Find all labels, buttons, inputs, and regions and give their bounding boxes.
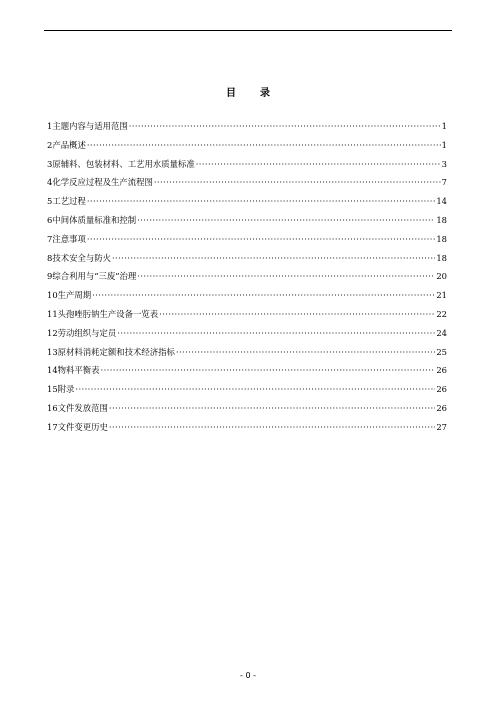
- toc-entry[interactable]: [47, 343, 447, 362]
- toc-entry[interactable]: [47, 267, 447, 286]
- toc-entry-label: 4化学反应过程及生产流程图: [47, 177, 153, 188]
- toc-leader-dots: [87, 192, 436, 211]
- toc-entry-label: 1主题内容与适用范围: [47, 121, 128, 131]
- toc-entry-label: 6中间体质量标准和控制: [47, 214, 137, 225]
- toc-leader-dots: [117, 324, 435, 343]
- toc-entry-page: 18: [436, 252, 447, 263]
- toc-leader-dots: [129, 117, 441, 136]
- toc-leader-dots: [159, 305, 435, 324]
- toc-list: [47, 117, 447, 437]
- toc-leader-dots: [137, 267, 435, 286]
- toc-entry[interactable]: [47, 286, 447, 305]
- toc-entry-label: 8技术安全与防火: [47, 252, 111, 263]
- toc-leader-dots: [196, 155, 441, 174]
- toc-entry-label: 12劳动组织与定员: [47, 327, 117, 338]
- toc-entry-page: 26: [436, 402, 447, 413]
- toc-entry[interactable]: [47, 324, 447, 343]
- toc-title-char-2: 录: [260, 88, 270, 99]
- toc-entry-page: 26: [436, 384, 447, 395]
- toc-entry-label: 2产品概述: [47, 139, 86, 150]
- toc-leader-dots: [154, 173, 441, 192]
- toc-entry[interactable]: [47, 192, 447, 211]
- toc-entry[interactable]: [47, 380, 447, 399]
- toc-entry[interactable]: [47, 418, 447, 437]
- page-number: - 0 -: [240, 671, 256, 680]
- toc-entry-label: 15附录: [47, 384, 75, 395]
- toc-entry-page: 18: [436, 233, 447, 244]
- toc-entry-label: 9综合利用与“三废”治理: [47, 271, 137, 282]
- toc-leader-dots: [109, 418, 435, 437]
- toc-entry-label: 10生产周期: [47, 290, 92, 301]
- toc-entry[interactable]: [47, 361, 447, 380]
- toc-entry-label: 3原辅料、包装材料、工艺用水质量标准: [47, 158, 195, 169]
- toc-entry[interactable]: [47, 230, 447, 249]
- toc-entry-label: 7注意事项: [47, 233, 86, 244]
- toc-entry-label: 17文件变更历史: [47, 421, 108, 432]
- toc-leader-dots: [137, 211, 435, 230]
- toc-entry-page: 3: [441, 158, 447, 169]
- toc-entry-label: 5工艺过程: [47, 196, 86, 207]
- toc-entry-page: 27: [436, 421, 447, 432]
- toc-entry[interactable]: [47, 249, 447, 268]
- toc-entry-page: 20: [436, 271, 447, 282]
- toc-entry-label: 13原材料消耗定额和技术经济指标: [47, 346, 175, 357]
- toc-entry[interactable]: [47, 399, 447, 418]
- toc-entry-label: 16文件发放范围: [47, 402, 108, 413]
- toc-title: [0, 84, 496, 99]
- toc-entry[interactable]: [47, 211, 447, 230]
- toc-entry-page: 18: [436, 214, 447, 225]
- toc-entry-page: 21: [436, 290, 447, 301]
- toc-entry[interactable]: [47, 173, 447, 192]
- toc-entry-page: 7: [441, 177, 447, 188]
- toc-entry-page: 24: [436, 327, 447, 338]
- toc-entry-page: 26: [436, 365, 447, 376]
- toc-entry-label: 11头孢唑肟钠生产设备一览表: [47, 308, 159, 319]
- toc-leader-dots: [112, 249, 435, 268]
- toc-leader-dots: [92, 286, 435, 305]
- toc-leader-dots: [75, 380, 435, 399]
- toc-entry-page: 25: [436, 346, 447, 357]
- toc-entry[interactable]: [47, 136, 447, 155]
- toc-entry[interactable]: [47, 155, 447, 174]
- header-rule: [44, 30, 452, 31]
- toc-leader-dots: [176, 343, 435, 362]
- toc-entry-label: 14物料平衡表: [47, 365, 100, 376]
- toc-entry-page: 1: [441, 139, 447, 150]
- toc-entry-page: 1: [441, 121, 447, 131]
- toc-leader-dots: [109, 399, 435, 418]
- toc-entry[interactable]: [47, 305, 447, 324]
- toc-leader-dots: [87, 230, 436, 249]
- toc-entry-page: 14: [436, 196, 447, 207]
- toc-entry-page: 22: [436, 308, 447, 319]
- toc-leader-dots: [101, 361, 436, 380]
- toc-entry[interactable]: [47, 117, 447, 136]
- toc-leader-dots: [87, 136, 441, 155]
- toc-title-char-1: 目: [226, 88, 236, 99]
